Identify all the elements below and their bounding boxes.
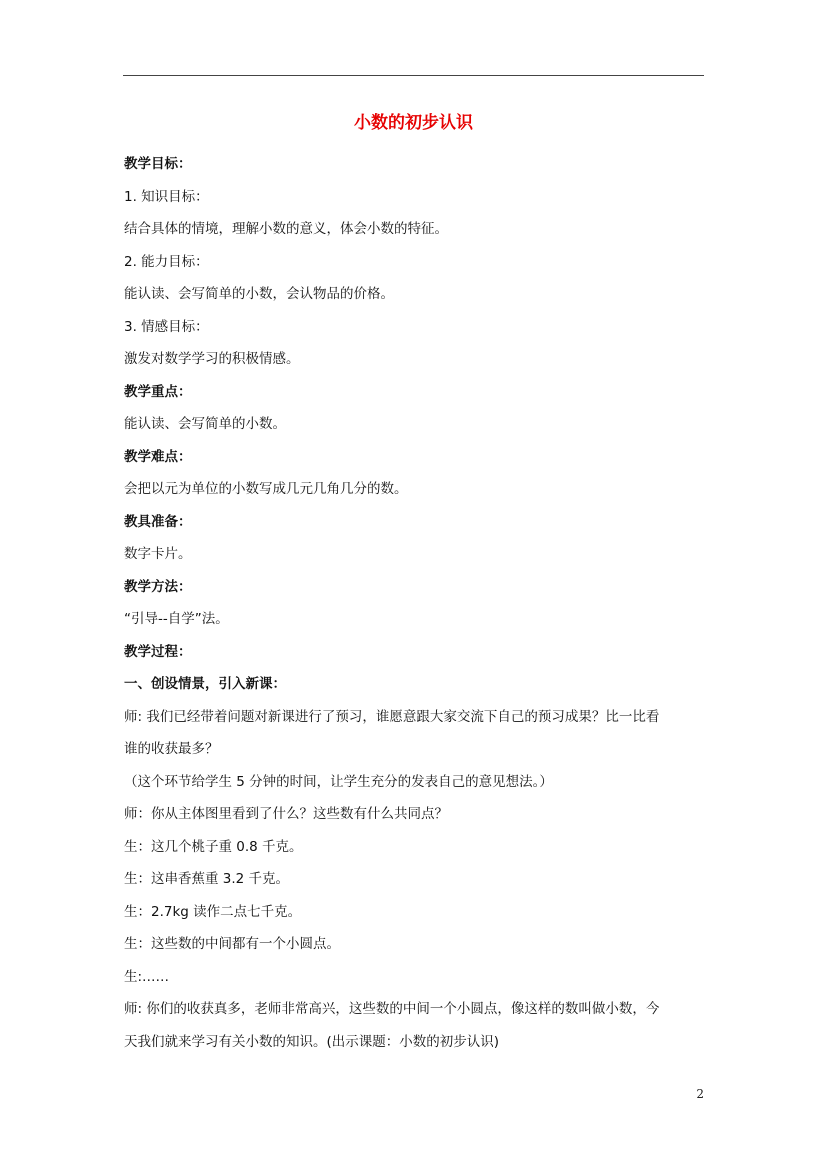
section-heading-key-points: 教学重点： [124, 383, 192, 400]
objective-emotion-label: 3. 情感目标： [124, 318, 209, 335]
page-number: 2 [696, 1087, 704, 1101]
section-heading-materials: 教具准备： [124, 513, 192, 530]
dialogue-note: （这个环节给学生 5 分钟的时间，让学生充分的发表自己的意见想法。） [124, 773, 553, 790]
dialogue-line: 生:…… [124, 968, 170, 985]
dialogue-line: 生：这几个桃子重 0.8 千克。 [124, 838, 303, 855]
header-rule [123, 75, 704, 76]
section-heading-process: 教学过程： [124, 643, 192, 660]
document-body [124, 148, 709, 1058]
dialogue-line: 师: 你们的收获真多，老师非常高兴，这些数的中间一个小圆点，像这样的数叫做小数，今 [124, 1001, 660, 1017]
objective-ability-label: 2. 能力目标： [124, 253, 209, 270]
dialogue-line: 生：这些数的中间都有一个小圆点。 [124, 936, 340, 952]
section-heading-difficulties: 教学难点： [124, 448, 192, 465]
objective-knowledge-label: 1. 知识目标： [124, 188, 209, 205]
objective-ability-text: 能认读、会写简单的小数，会认物品的价格。 [124, 286, 394, 302]
methods-text: “引导--自学”法。 [124, 611, 229, 627]
dialogue-line: 师：你从主体图里看到了什么？这些数有什么共同点？ [124, 806, 448, 822]
objective-knowledge-text: 结合具体的情境，理解小数的意义，体会小数的特征。 [124, 221, 448, 237]
dialogue-line: 天我们就来学习有关小数的知识。(出示课题：小数的初步认识) [124, 1033, 500, 1050]
dialogue-line: 师: 我们已经带着问题对新课进行了预习，谁愿意跟大家交流下自己的预习成果？比一比看 [124, 708, 660, 725]
document-title: 小数的初步认识 [354, 113, 473, 133]
subsection-heading-intro: 一、创设情景，引入新课： [124, 676, 286, 692]
key-points-text: 能认读、会写简单的小数。 [124, 416, 286, 432]
section-heading-objectives: 教学目标： [124, 156, 192, 172]
difficulties-text: 会把以元为单位的小数写成几元几角几分的数。 [124, 481, 408, 497]
dialogue-line: 生：这串香蕉重 3.2 千克。 [124, 871, 290, 887]
objective-emotion-text: 激发对数学学习的积极情感。 [124, 351, 300, 367]
materials-text: 数字卡片。 [124, 546, 192, 562]
section-heading-methods: 教学方法： [124, 578, 192, 595]
dialogue-line: 谁的收获最多？ [124, 741, 219, 757]
dialogue-line: 生：2.7kg 读作二点七千克。 [124, 903, 302, 920]
